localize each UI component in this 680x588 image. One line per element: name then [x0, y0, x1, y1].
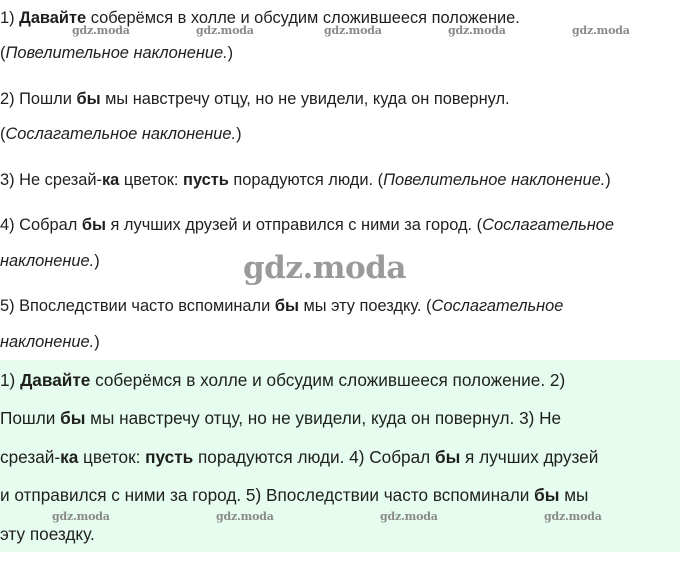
mood-label: наклонение.: [0, 333, 95, 351]
summary-line-1: [0, 369, 565, 391]
answer-line-2: [0, 43, 233, 63]
watermark: gdz.moda: [196, 24, 254, 37]
watermark-large: gdz.moda: [243, 250, 406, 286]
text: ): [94, 333, 100, 351]
mood-label: Сослагательное наклонение.: [5, 125, 237, 143]
answer-line-7: [0, 251, 100, 271]
summary-line-3: [0, 446, 598, 468]
text: (: [0, 125, 6, 143]
text: мы навстречу отцу, но не увидели, куда он повернул. 3) Не: [85, 408, 562, 428]
text: соберёмся в холле и обсудим сложившееся положение.: [86, 9, 520, 27]
summary-line-2: [0, 407, 561, 429]
watermark: gdz.moda: [544, 510, 602, 523]
text: цветок:: [119, 171, 184, 189]
text: ): [605, 171, 611, 189]
watermark: gdz.moda: [572, 24, 630, 37]
bold-word: бы: [534, 485, 560, 505]
text: срезай-: [0, 447, 61, 467]
watermark: gdz.moda: [324, 24, 382, 37]
text: 3) Не срезай-: [0, 171, 102, 189]
text: 1): [0, 9, 20, 27]
bold-word: Давайте: [20, 370, 91, 390]
summary-line-4: [0, 484, 588, 506]
text: эту поездку.: [0, 524, 95, 544]
text: цветок:: [78, 447, 146, 467]
text: соберёмся в холле и обсудим сложившееся положение. 2): [90, 370, 566, 390]
text: 5) Впоследствии часто вспоминали: [0, 297, 275, 315]
mood-label: Сослагательное: [482, 216, 614, 234]
answer-line-4: [0, 124, 242, 144]
text: ): [236, 125, 242, 143]
summary-line-5: [0, 523, 95, 545]
bold-word: ка: [101, 171, 120, 189]
watermark: gdz.moda: [72, 24, 130, 37]
answer-line-8: [0, 296, 563, 316]
bold-word: бы: [81, 216, 106, 234]
text: ): [94, 252, 100, 270]
bold-word: пусть: [183, 171, 229, 189]
text: (: [0, 44, 6, 62]
text: я лучших друзей и отправился с ними за город. (: [105, 216, 483, 234]
mood-label: наклонение.: [0, 252, 95, 270]
answer-line-6: [0, 215, 614, 235]
bold-word: ка: [60, 447, 79, 467]
text: и отправился с ними за город. 5) Впоследствии часто вспоминали: [0, 485, 535, 505]
text: мы эту поездку. (: [298, 297, 432, 315]
answer-line-9: [0, 332, 100, 352]
text: я лучших друзей: [460, 447, 599, 467]
text: порадуются люди. 4) Собрал: [193, 447, 435, 467]
bold-word: бы: [76, 90, 101, 108]
text: порадуются люди. (: [228, 171, 384, 189]
bold-word: бы: [274, 297, 299, 315]
answer-line-3: [0, 89, 510, 109]
text: 1): [0, 370, 21, 390]
text: 4) Собрал: [0, 216, 82, 234]
bold-word: Давайте: [19, 9, 87, 27]
mood-label: Сослагательное: [431, 297, 564, 315]
watermark: gdz.moda: [52, 510, 110, 523]
watermark: gdz.moda: [448, 24, 506, 37]
bold-word: бы: [60, 408, 86, 428]
answer-line-5: [0, 170, 611, 190]
text: мы: [559, 485, 589, 505]
bold-word: пусть: [145, 447, 194, 467]
summary-box: [0, 360, 680, 552]
mood-label: Повелительное наклонение.: [383, 171, 606, 189]
text: ): [227, 44, 234, 62]
text: мы навстречу отцу, но не увидели, куда он повернул.: [100, 90, 510, 108]
watermark: gdz.moda: [380, 510, 438, 523]
text: 2) Пошли: [0, 90, 77, 108]
watermark: gdz.moda: [216, 510, 274, 523]
text: Пошли: [0, 408, 61, 428]
mood-label: Повелительное наклонение.: [5, 44, 228, 62]
bold-word: бы: [434, 447, 461, 467]
